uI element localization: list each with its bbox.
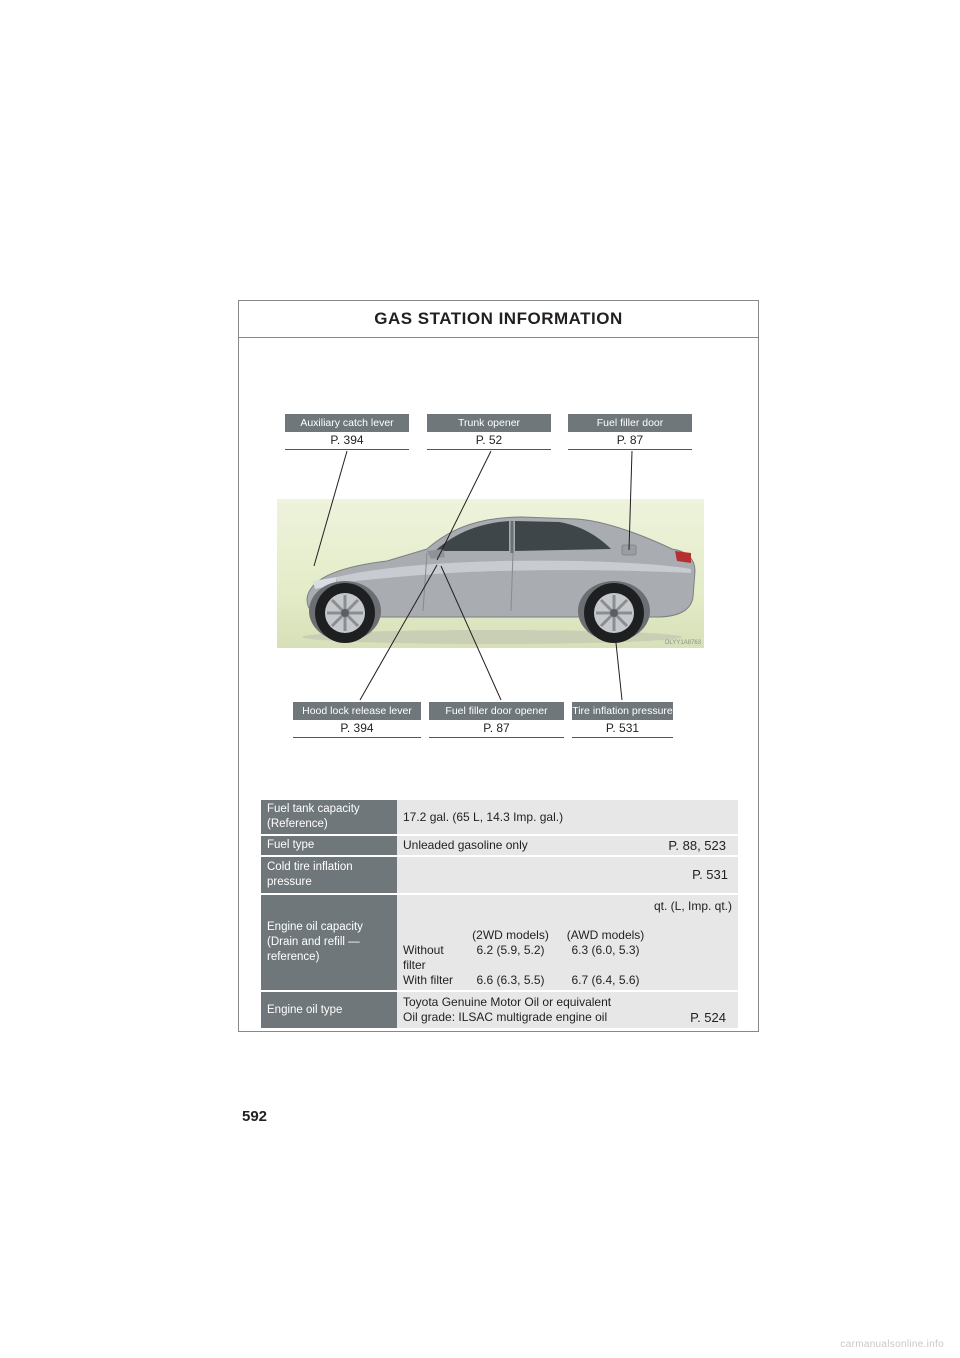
- callout-label: Fuel filler door: [568, 414, 692, 432]
- row-label: Engine oil type: [261, 991, 397, 1029]
- callout-label: Hood lock release lever: [293, 702, 421, 720]
- unit-label: qt. (L, Imp. qt.): [653, 899, 732, 913]
- table-row-engine-oil-type: [261, 991, 738, 1029]
- row-label: Fuel tank capacity (Reference): [261, 800, 397, 835]
- callout-label: Tire inflation pressure: [572, 702, 673, 720]
- oil-row-name: With filter: [403, 973, 454, 987]
- car-illustration: [277, 499, 704, 648]
- oil-value-2wd: 6.6 (6.3, 5.5): [476, 973, 545, 987]
- page-reference-link[interactable]: P. 524: [690, 1010, 726, 1025]
- oil-value-awd: 6.3 (6.0, 5.3): [571, 943, 640, 957]
- callout-fuel-filler-door[interactable]: [568, 414, 692, 450]
- page-reference-link[interactable]: P. 52: [427, 432, 551, 450]
- oil-value-awd: 6.7 (6.4, 5.6): [571, 973, 640, 987]
- row-value: Unleaded gasoline only: [403, 838, 528, 852]
- oil-grade-line: Oil grade: ILSAC multigrade engine oil: [403, 1010, 608, 1024]
- table-row-engine-oil-capacity: [261, 894, 738, 991]
- oil-capacity-grid: [403, 928, 732, 988]
- row-label: Engine oil capacity (Drain and refill — reference): [261, 894, 397, 991]
- callout-auxiliary-catch-lever[interactable]: [285, 414, 409, 450]
- panel-header: [239, 301, 758, 338]
- page-reference-link[interactable]: P. 394: [293, 720, 421, 738]
- oil-value-2wd: 6.2 (5.9, 5.2): [476, 943, 545, 957]
- column-header-awd: (AWD models): [566, 928, 645, 942]
- page-reference-link[interactable]: P. 87: [429, 720, 564, 738]
- callout-trunk-opener[interactable]: [427, 414, 551, 450]
- oil-row-name: Without filter: [403, 943, 444, 972]
- watermark: carmanualsonline.info: [840, 1339, 944, 1350]
- image-code: OLYY1A8763: [664, 640, 701, 646]
- column-header-2wd: (2WD models): [472, 928, 549, 942]
- callout-fuel-filler-door-opener[interactable]: [429, 702, 564, 738]
- callout-label: Auxiliary catch lever: [285, 414, 409, 432]
- page-reference-link[interactable]: P. 531: [572, 720, 673, 738]
- callout-tire-inflation-pressure[interactable]: [572, 702, 673, 738]
- table-row-fuel-tank: [261, 800, 738, 835]
- row-label: Fuel type: [261, 835, 397, 856]
- spec-table: [261, 800, 738, 1030]
- page-number: 592: [242, 1108, 268, 1125]
- callout-label: Trunk opener: [427, 414, 551, 432]
- table-row-fuel-type: [261, 835, 738, 856]
- page-reference-link[interactable]: P. 87: [568, 432, 692, 450]
- page-reference-link[interactable]: P. 531: [692, 867, 728, 882]
- page-title: GAS STATION INFORMATION: [374, 309, 623, 328]
- row-label: Cold tire inflation pressure: [261, 856, 397, 894]
- page-reference-link[interactable]: P. 394: [285, 432, 409, 450]
- callout-hood-lock-release-lever[interactable]: [293, 702, 421, 738]
- oil-type-line: Toyota Genuine Motor Oil or equivalent: [403, 995, 612, 1009]
- callout-label: Fuel filler door opener: [429, 702, 564, 720]
- row-value: 17.2 gal. (65 L, 14.3 Imp. gal.): [397, 800, 738, 835]
- page-reference-link[interactable]: P. 88, 523: [668, 838, 726, 853]
- table-row-tire-pressure: [261, 856, 738, 894]
- car-side-photo: [277, 499, 704, 648]
